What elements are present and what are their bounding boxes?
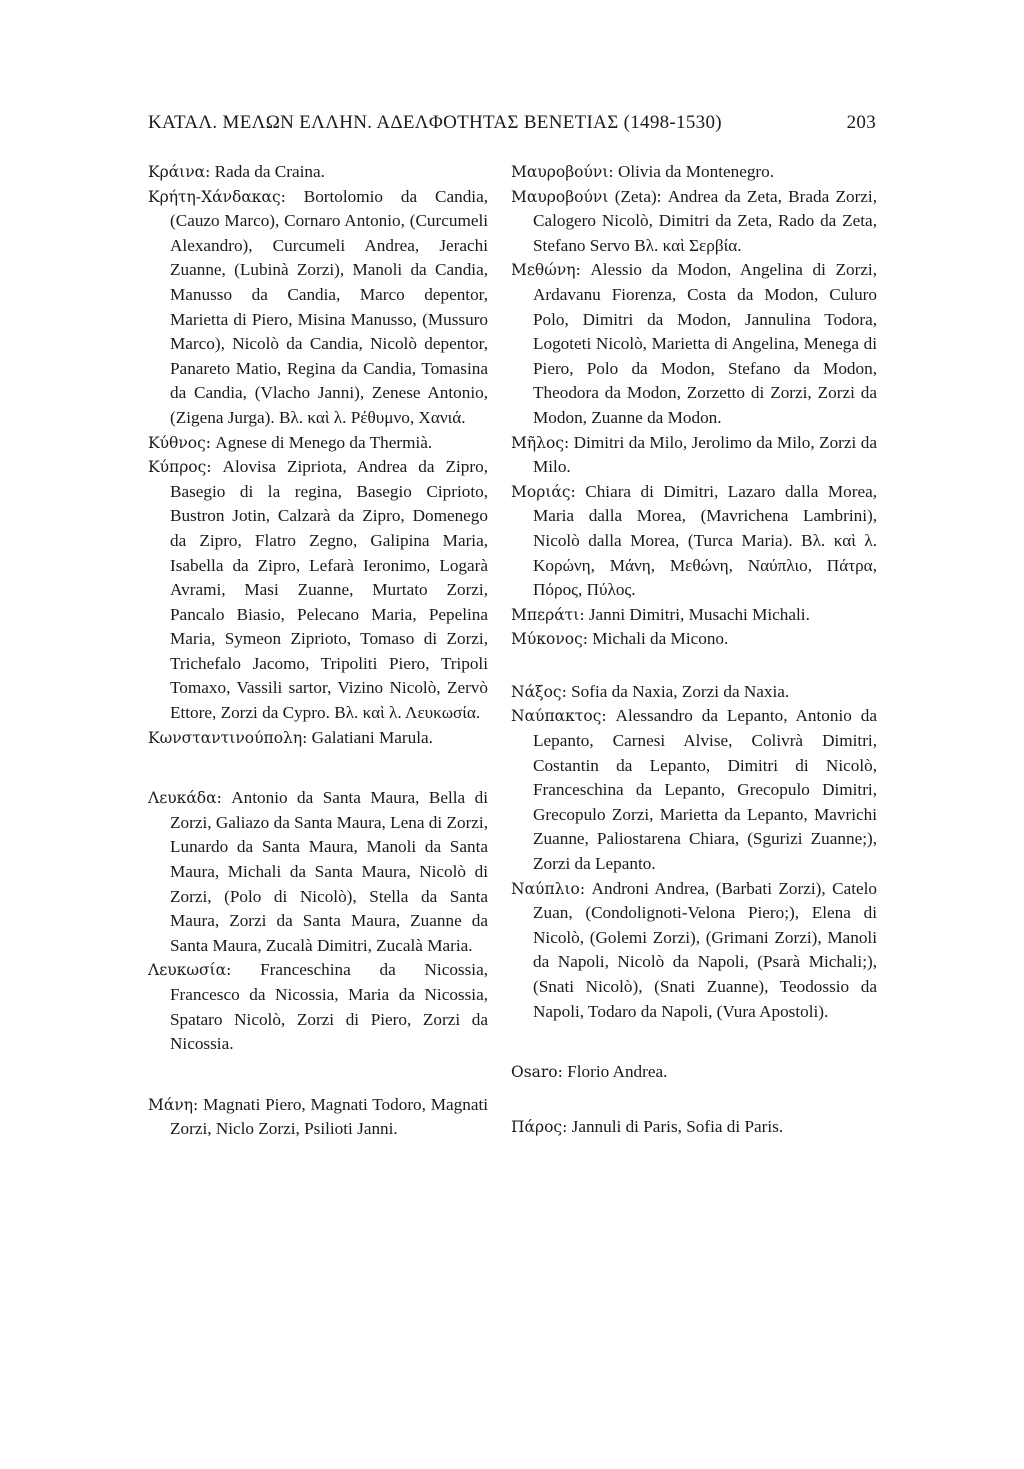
entry-head: Μαυροβούνι: [511, 163, 614, 181]
entry-naxos [511, 680, 877, 705]
entry-text: Franceschina da Nicossia, Francesco da Nicossia, Maria da Nicossia, Spataro Nicolò, Zorzi di Piero, Zorzi da Nicossia. [170, 960, 488, 1054]
entry-mavrovouni-zeta [511, 185, 877, 259]
entry-text: Alessio da Modon, Angelina di Zorzi, Ardavanu Fiorenza, Costa da Modon, Culuro Polo, Dimitri da Modon, Jannulina Todora, Logoteti Nicolò, Marietta di Angelina, Menega di Piero, Polo da Modon, Stefano da Modon, Theodora da Modon, Zorzetto di Zorzi, Zorzi da Modon, Zuanne da Modon. [533, 260, 877, 427]
entry-head: Λευκάδα: [148, 789, 222, 808]
entry-milos [511, 431, 877, 480]
entry-text: Rada da Craina. [210, 162, 325, 181]
left-column [148, 160, 488, 1142]
entry-merati [511, 603, 877, 628]
entry-mykonos [511, 627, 877, 652]
right-column [511, 160, 877, 1139]
entry-paros [511, 1115, 877, 1140]
entry-kythnos [148, 431, 488, 456]
entry-kriti [148, 185, 488, 431]
entry-head: Κύθνος: [148, 433, 211, 452]
entry-lefkosia [148, 958, 488, 1056]
entry-text: Olivia da Montenegro. [613, 162, 775, 181]
entry-head: Μεθώνη: [511, 261, 581, 280]
page-number: 203 [846, 112, 876, 133]
entry-text: Michali da Micono. [587, 629, 729, 649]
entry-head: Ναύπλιο: [511, 879, 586, 898]
entry-head: Κωνσταντινούπολη: [148, 728, 308, 747]
entry-text: Alessandro da Lepanto, Antonio da Lepanto, Carnesi Alvise, Colivrà Dimitri, Costantin da Lepanto, Dimitri di Nicolò, Franceschina da Lepanto, Grecopulo Dimitri, Grecopulo Zorzi, Marietta da Lepanto, Mavrichi Zuanne, Paliostarena Chiara, (Sgurizi Zuanne;), Zorzi da Lepanto. [533, 706, 877, 874]
entry-morias [511, 480, 877, 603]
entry-kypros [148, 455, 488, 726]
entry-text: Florio Andrea. [562, 1062, 668, 1082]
entry-head: Μπεράτι: [511, 605, 585, 624]
entry-text: Janni Dimitri, Musachi Michali. [584, 604, 810, 624]
entry-text: Chiara di Dimitri, Lazaro dalla Morea, Maria dalla Morea, (Mavrichena Lambrini), Nicolò dalla Morea, (Turca Maria). Βλ. καὶ λ. Κορώνη, Μάνη, Μεθώνη, Ναύπλιο, Πάτρα, Πόρος, Πύλος. [533, 481, 877, 600]
entry-text: Antonio da Santa Maura, Bella di Zorzi, Galiazo da Santa Maura, Lena di Zorzi, Lunardo da Santa Maura, Manoli da Santa Maura, Michali da Santa Maura, Nicolò di Zorzi, (Polo di Nicolò), Stella da Santa Maura, Zorzi da Santa Maura, Zuanne da Santa Maura, Zucalà Dimitri, Zucalà Maria. [170, 788, 488, 955]
entry-text: (Zeta): Andrea da Zeta, Brada Zorzi, Calogero Nicolò, Dimitri da Zeta, Rado da Zeta, Stefano Servo Βλ. καὶ Σερβία. [533, 186, 877, 255]
entry-head: Πάρος: [511, 1117, 568, 1136]
entry-text: Alovisa Zipriota, Andrea da Zipro, Basegio di la regina, Basegio Ciprioto, Bustron Jotin, Calzarà da Zipro, Domenego da Zipro, Flatro Zegno, Galipina Maria, Isabella da Zipro, Lefarà Ieronimo, Logarà Avrami, Masi Zuanne, Murtato Zorzi, Pancalo Biasio, Pelecano Maria, Pepelina Maria, Symeon Ziprioto, Tomaso di Zorzi, Trichefalo Jacomo, Tripoliti Piero, Tripoli Tomaxo, Vassili sartor, Vizino Nicolò, Zervò Ettore, Zorzi da Cypro. Βλ. καὶ λ. Λευκωσία. [170, 457, 488, 723]
entry-head: Κρήτη-Χάνδακας: [148, 187, 286, 206]
entry-head: Λευκωσία: [148, 961, 232, 980]
entry-head: Ναύπακτος: [511, 707, 607, 726]
entry-head: Νάξος: [511, 682, 567, 701]
entry-text: Dimitri da Milo, Jerolimo da Milo, Zorzi da Milo. [533, 432, 877, 477]
entry-mavrovouni [511, 160, 877, 185]
entry-head: Μοριάς: [511, 482, 576, 501]
entry-text: Jannuli di Paris, Sofia di Paris. [567, 1116, 784, 1136]
entry-text: Sofia da Naxia, Zorzi da Naxia. [566, 681, 790, 701]
entry-head: Osaro: [511, 1063, 563, 1082]
entry-kraina [148, 160, 488, 185]
entry-methoni [511, 258, 877, 430]
entry-head: Μαυροβούνι [511, 187, 609, 206]
entry-text: Bortolomio da Candia, (Cauzo Marco), Cornaro Antonio, (Curcumeli Alexandro), Curcumeli Andrea, Jerachi Zuanne, (Lubinà Zorzi), Manoli da Candia, Manusso da Candia, Marco depentor, Marietta di Piero, Misina Manusso, (Mussuro Marco), Nicolò da Candia, Nicolò depentor, Panareto Matio, Regina da Candia, Tomasina da Candia, (Vlacho Janni), Zenese Antonio, (Zigena Jurga). Βλ. καὶ λ. Ρέθυμνο, Χανιά. [170, 186, 488, 427]
entry-head: Κύπρος: [148, 458, 212, 477]
entry-osaro [511, 1060, 877, 1085]
entry-text: Agnese di Menego da Thermià. [211, 432, 433, 452]
entry-mani [148, 1093, 488, 1142]
entry-head: Μῆλος: [511, 433, 570, 452]
running-header [148, 112, 876, 142]
entry-head: Κράινα: [148, 163, 211, 181]
entry-nafpaktos [511, 704, 877, 876]
running-title: ΚΑΤΑΛ. ΜΕΛΩΝ ΕΛΛΗΝ. ΑΔΕΛΦΟΤΗΤΑΣ ΒΕΝΕΤΙΑΣ (1498-1530) [148, 112, 722, 133]
entry-text: Galatiani Marula. [307, 727, 433, 747]
entry-text: Magnati Piero, Magnati Todoro, Magnati Zorzi, Niclo Zorzi, Psilioti Janni. [170, 1094, 488, 1139]
entry-text: Androni Andrea, (Barbati Zorzi), Catelo Zuan, (Condolignoti-Velona Piero;), Elena di Nicolò, (Golemi Zorzi), (Grimani Zorzi), Manoli da Napoli, Nicolò da Napoli, (Psarà Michali;), (Snati Nicolò), (Snati Zuanne), Teodossio da Napoli, Todaro da Napoli, (Vura Apostoli). [533, 878, 877, 1021]
entry-nafplio [511, 877, 877, 1025]
entry-head: Μύκονος: [511, 630, 588, 649]
entry-lefkada [148, 786, 488, 958]
entry-head: Μάνη: [148, 1095, 199, 1114]
entry-konstantinoupoli [148, 726, 488, 751]
